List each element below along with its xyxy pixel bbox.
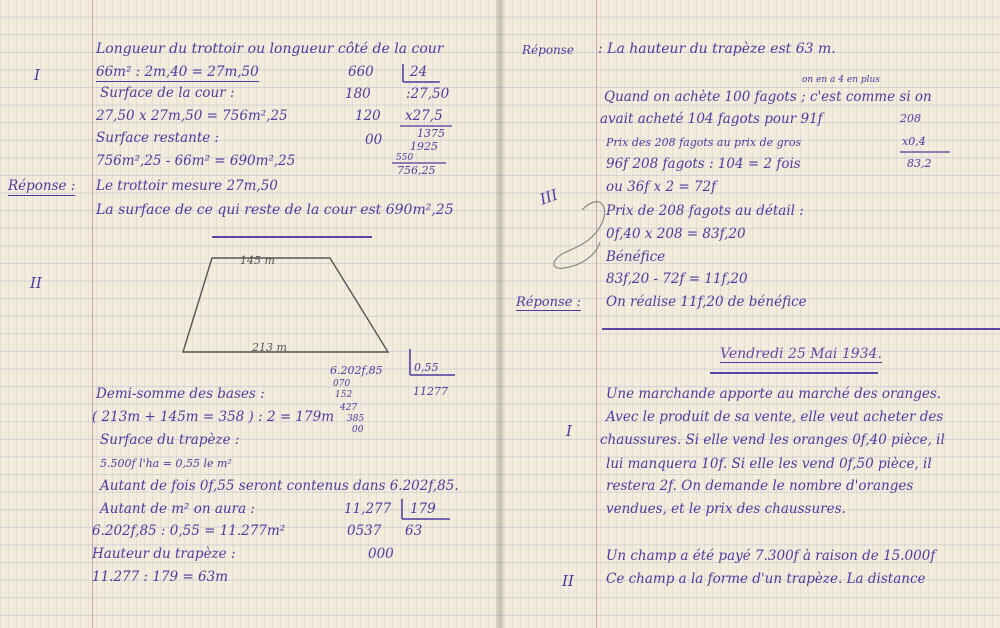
fagot-line-6: Prix de 208 fagots au détail : — [606, 203, 804, 219]
trapezoid-bottom-label: 213 m — [252, 341, 287, 354]
problem-line-3: chaussures. Si elle vend les oranges 0f,40 pièce, il — [600, 432, 945, 448]
separator-line-1 — [212, 236, 372, 238]
method-line-2: ( 213m + 145m = 358 ) : 2 = 179m — [92, 409, 334, 425]
problem-line-4: lui manquera 10f. Si elle les vend 0f,50 pièce, il — [606, 456, 932, 472]
date-heading: Vendredi 25 Mai 1934. — [720, 346, 882, 362]
method-line-4: 5.500f l'ha = 0,55 le m² — [100, 457, 232, 470]
response-label-2: Réponse — [522, 43, 575, 57]
fagot-line-4: 96f 208 fagots : 104 = 2 fois — [606, 156, 801, 172]
superscript-note: on en a 4 en plus — [802, 75, 880, 85]
calc-b: x0,4 — [902, 135, 926, 148]
div3-b: 179 — [410, 501, 436, 517]
calc-line-5: 756m²,25 - 66m² = 690m²,25 — [96, 153, 296, 169]
div1-g: 00 — [365, 132, 383, 148]
response-label: Réponse : — [8, 178, 76, 194]
left-title: Longueur du trottoir ou longueur côté de la cour — [96, 41, 444, 57]
div1-lines — [0, 0, 498, 200]
exercise-marker-2: II — [30, 274, 42, 292]
div1-d: :27,50 — [406, 86, 450, 102]
pencil-scribble — [502, 170, 1000, 310]
problem-line-2: Avec le produit de sa vente, elle veut acheter des — [606, 409, 944, 425]
fagot-line-7: 0f,40 x 208 = 83f,20 — [606, 226, 746, 242]
div2-c: 070 — [333, 379, 351, 389]
exercise-marker-5: II — [562, 572, 574, 590]
fagot-line-9: 83f,20 - 72f = 11f,20 — [606, 271, 748, 287]
fagot-line-3: Prix des 208 fagots au prix de gros — [606, 136, 802, 149]
problem-line-1: Une marchande apporte au marché des oranges. — [606, 386, 942, 402]
calc-line-3: 27,50 x 27m,50 = 756m²,25 — [96, 108, 288, 124]
fagot-line-5: ou 36f x 2 = 72f — [606, 179, 717, 195]
calc-line-1: 66m² : 2m,40 = 27m,50 — [96, 64, 259, 80]
div2-f: 427 — [340, 403, 358, 413]
method-line-6: Autant de m² on aura : — [100, 501, 255, 517]
exercise-marker-4: I — [566, 422, 572, 440]
div3-a: 11,277 — [344, 501, 392, 517]
calc-line-4: Surface restante : — [96, 130, 220, 146]
problem-line-6: vendues, et le prix des chaussures. — [606, 501, 846, 517]
div1-b: 24 — [410, 64, 428, 80]
div1-i: 1925 — [410, 140, 438, 153]
calc-a: 208 — [900, 112, 921, 125]
div3-c: 0537 — [347, 523, 382, 539]
div2-a: 6.202f,85 — [330, 364, 383, 377]
method-line-9: 11.277 : 179 = 63m — [92, 569, 229, 585]
problem-line-5: restera 2f. On demande le nombre d'oranges — [606, 478, 914, 494]
div1-e: 120 — [355, 108, 381, 124]
response-line-2: On réalise 11f,20 de bénéfice — [606, 294, 807, 310]
div2-e: 152 — [335, 390, 353, 400]
right-page — [502, 0, 1000, 628]
method-line-1: Demi-somme des bases : — [96, 386, 265, 402]
answer-line-1: Le trottoir mesure 27m,50 — [96, 178, 278, 194]
response-label-3: Réponse : — [516, 295, 581, 310]
div3-e: 000 — [368, 546, 394, 562]
div3-d: 63 — [405, 523, 423, 539]
div1-a: 660 — [348, 64, 374, 80]
separator-line-3 — [710, 372, 878, 374]
calc-lines — [502, 148, 1000, 168]
fagot-line-1: Quand on achète 100 fagots ; c'est comme si on — [604, 89, 932, 105]
div1-h: 1375 — [417, 127, 445, 140]
problem-line-8: Ce champ a la forme d'un trapèze. La distance — [606, 571, 926, 587]
method-line-3: Surface du trapèze : — [100, 432, 240, 448]
div1-f: x27,5 — [405, 108, 443, 124]
problem-line-7: Un champ a été payé 7.300f à raison de 15.000f — [606, 548, 936, 564]
left-page — [0, 0, 498, 628]
div2-b: 0,55 — [414, 361, 439, 374]
div2-h: 00 — [352, 425, 364, 435]
div2-d: 11277 — [413, 385, 448, 398]
div1-j: 550 — [396, 153, 414, 163]
separator-line-2 — [602, 328, 1000, 330]
div2-g: 385 — [347, 414, 365, 424]
fagot-line-8: Bénéfice — [606, 249, 666, 265]
exercise-marker-1: I — [34, 66, 40, 84]
fagot-line-2: avait acheté 104 fagots pour 91f — [600, 111, 823, 127]
div1-c: 180 — [345, 86, 371, 102]
trapezoid-top-label: 145 m — [240, 254, 275, 267]
method-line-8: Hauteur du trapèze : — [92, 546, 236, 562]
div3-lines — [0, 495, 498, 535]
response-line-1: : La hauteur du trapèze est 63 m. — [598, 41, 836, 57]
div1-k: 756,25 — [397, 164, 436, 177]
answer-line-2: La surface de ce qui reste de la cour est 690m²,25 — [96, 202, 454, 218]
method-line-7: 6.202f,85 : 0,55 = 11.277m² — [92, 523, 286, 539]
exercise-marker-3: III — [537, 185, 561, 209]
calc-c: 83,2 — [907, 157, 932, 170]
method-line-5: Autant de fois 0f,55 seront contenus dans 6.202f,85. — [100, 478, 459, 494]
calc-line-2: Surface de la cour : — [100, 85, 235, 101]
